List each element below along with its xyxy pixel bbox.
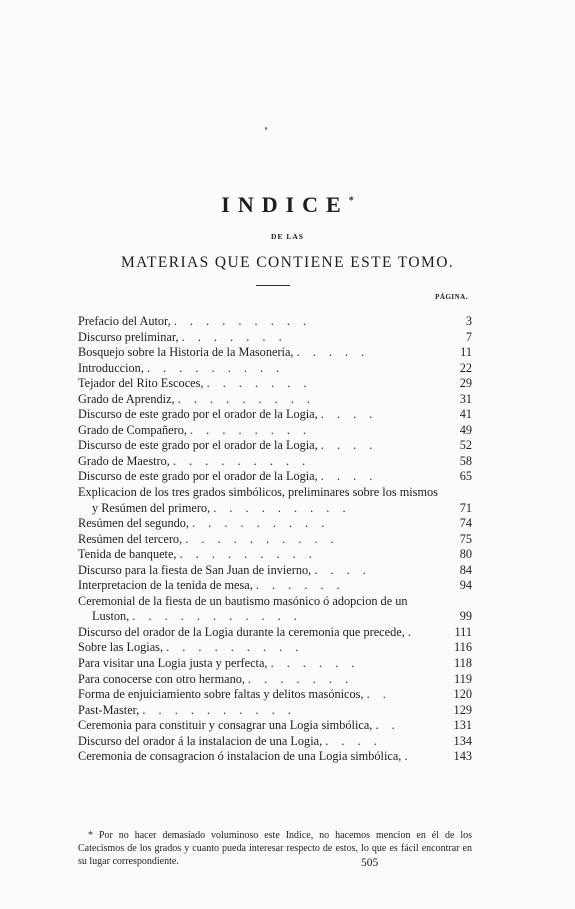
entry-page-number: 11 (460, 345, 472, 360)
entry-page-number: 99 (459, 609, 472, 624)
entry-page-number: 7 (465, 329, 472, 344)
entry-title (78, 547, 472, 563)
index-entry (78, 687, 472, 703)
entry-leader-dots: . . . . . . . . . . (142, 702, 296, 717)
index-entry (78, 625, 472, 641)
entry-leader-dots: . . . . . . . (206, 376, 312, 391)
index-entry (78, 547, 472, 563)
entry-title (78, 454, 472, 470)
entry-title-text: Discurso para la fiesta de San Juan de invierno, (78, 562, 312, 577)
index-entry (78, 361, 472, 377)
entry-page-number: 120 (453, 687, 472, 702)
entry-title (78, 578, 472, 594)
entry-title (78, 485, 472, 501)
entry-leader-dots: . . . . . . . . . . (185, 531, 339, 546)
index-entry (78, 749, 472, 765)
index-entry (78, 734, 472, 750)
entry-title (78, 640, 472, 656)
entry-title (78, 594, 472, 610)
entry-page-number: 131 (453, 718, 472, 733)
index-entry (78, 563, 472, 579)
entry-leader-dots: . . . . . . . . . (173, 314, 312, 328)
entry-page-number: 71 (459, 500, 472, 515)
index-entry (78, 516, 472, 532)
entry-leader-dots: . . (366, 687, 391, 702)
entry-page-number: 134 (453, 733, 472, 748)
index-title-text: INDICE (221, 192, 349, 217)
entry-title (78, 672, 472, 688)
entry-title (78, 469, 472, 485)
entry-leader-dots: . . . . (314, 562, 371, 577)
entry-title-text: Resúmen del segundo, (78, 516, 189, 531)
entry-page-number: 41 (459, 407, 472, 422)
entry-title (78, 314, 472, 330)
index-entry (78, 594, 472, 625)
entry-title-text: Ceremonia de consagracion ó instalacion de una Logia simbólica, (78, 749, 402, 764)
entry-leader-dots: . . . . . . (270, 656, 360, 671)
entry-title-text: Para visitar una Logia justa y perfecta, (78, 656, 268, 671)
entry-title-text: Past-Master, (78, 702, 140, 717)
entry-title (78, 625, 472, 641)
entry-title-text: Discurso de este grado por el orador de la Logia, (78, 438, 318, 453)
index-entries (78, 314, 472, 765)
entry-leader-dots: . . . . . . . . . (146, 360, 285, 375)
entry-title-text: Bosquejo sobre la Historia de la Masonería, (78, 345, 294, 360)
entry-page-number: 80 (459, 547, 472, 562)
entry-page-number: 74 (459, 516, 472, 531)
index-entry (78, 407, 472, 423)
entry-leader-dots: . . . . . (296, 345, 370, 360)
entry-page-number: 52 (459, 438, 472, 453)
entry-title-text: Discurso preliminar, (78, 329, 179, 344)
entry-title-text: Introduccion, (78, 360, 144, 375)
entry-leader-dots: . . . . . . . . . (192, 516, 330, 531)
entry-leader-dots: . . . . . . . . . (172, 453, 311, 468)
page-number: 505 (361, 857, 379, 869)
entry-title (78, 532, 472, 548)
entry-title-text: Tejador del Rito Escoces, (78, 376, 204, 391)
index-entry (78, 469, 472, 485)
entry-leader-dots: . . . . . . . . . (177, 391, 315, 406)
entry-title-text: Forma de enjuiciamiento sobre faltas y delitos masónicos, (78, 687, 364, 702)
title-footnote-mark: * (348, 195, 354, 207)
entry-title-text: Grado de Maestro, (78, 453, 170, 468)
entry-title-text: Grado de Compañero, (78, 422, 187, 437)
entry-title (78, 687, 472, 703)
entry-title (78, 749, 472, 765)
index-entry (78, 330, 472, 346)
entry-leader-dots: . . . . (325, 733, 382, 748)
entry-title (78, 423, 472, 439)
entry-title-line1: Ceremonial de la fiesta de un bautismo masónico ó adopcion de un (78, 593, 408, 608)
index-entry (78, 345, 472, 361)
entry-title (78, 656, 472, 672)
entry-title-line1: Explicacion de los tres grados simbólicos, preliminares sobre los mismos (78, 485, 438, 500)
entry-title-text: Prefacio del Autor, (78, 314, 171, 328)
index-entry (78, 532, 472, 548)
index-entry (78, 314, 472, 330)
entry-page-number: 58 (459, 453, 472, 468)
entry-page-number: 49 (459, 422, 472, 437)
entry-title (78, 438, 472, 454)
index-entry (78, 454, 472, 470)
entry-title-text: Para conocerse con otro hermano, (78, 671, 245, 686)
entry-title-text: Discurso de este grado por el orador de la Logia, (78, 469, 318, 484)
entry-title-text: Tenida de banquete, (78, 547, 177, 562)
divider-rule (256, 285, 290, 286)
entry-title-text: Interpretacion de la tenida de mesa, (78, 578, 253, 593)
index-entry (78, 703, 472, 719)
entry-leader-dots: . (404, 749, 413, 764)
entry-page-number: 118 (454, 656, 472, 671)
entry-leader-dots: . . . . . . . . . (179, 547, 317, 562)
entry-page-number: 75 (459, 531, 472, 546)
entry-title-continuation: y Resúmen del primero, (92, 500, 211, 515)
index-entry (78, 640, 472, 656)
entry-title (78, 734, 472, 750)
index-entry (78, 718, 472, 734)
entry-title (78, 330, 472, 346)
entry-page-number: 29 (459, 376, 472, 391)
index-entry (78, 423, 472, 439)
entry-title (78, 516, 472, 532)
entry-leader-dots: . . . . (320, 438, 378, 453)
entry-title (78, 718, 472, 734)
entry-page-number: 143 (453, 749, 472, 764)
entry-page-number: 129 (453, 702, 472, 717)
entry-leader-dots: . . . . (320, 469, 378, 484)
page-column-label: PÁGINA. (435, 293, 468, 301)
entry-title (78, 376, 472, 392)
index-entry (78, 392, 472, 408)
subtitle-main: MATERIAS QUE CONTIENE ESTE TOMO. (120, 254, 455, 271)
entry-title-continuation: Luston, (92, 609, 130, 624)
entry-leader-dots: . . . . . . . (248, 671, 354, 686)
footnote-text: Por no hacer demasiado voluminoso este Indice, no hacemos mencion en él de los Catecismos de los grados y cuanto pueda interesar respecto de estos, lo que es fácil encontrar en su lugar correspondiente. (78, 830, 472, 867)
ink-speck (265, 127, 267, 130)
index-entry (78, 578, 472, 594)
entry-page-number: 111 (454, 624, 472, 639)
entry-page-number: 84 (459, 562, 472, 577)
entry-page-number: 119 (454, 671, 472, 686)
entry-title-text: Discurso del orador de la Logia durante la ceremonia que precede, (78, 624, 405, 639)
entry-title-text: Discurso de este grado por el orador de la Logia, (78, 407, 318, 422)
index-entry (78, 656, 472, 672)
entry-title (78, 392, 472, 408)
footnote (78, 829, 472, 868)
index-entry (78, 376, 472, 392)
subtitle-small: DE LAS (271, 232, 304, 241)
entry-page-number: 116 (454, 640, 472, 655)
entry-leader-dots: . (407, 624, 416, 639)
entry-leader-dots: . . . . . . . . . (166, 640, 304, 655)
entry-leader-dots: . . (375, 718, 400, 733)
entry-title-line2 (78, 609, 472, 625)
entry-title-line2 (78, 501, 472, 517)
entry-title-text: Ceremonia para constituir y consagrar una Logia simbólica, (78, 718, 373, 733)
entry-page-number: 22 (459, 360, 472, 375)
entry-page-number: 65 (459, 469, 472, 484)
entry-title (78, 361, 472, 377)
entry-leader-dots: . . . . . . (255, 578, 345, 593)
index-entry (78, 438, 472, 454)
entry-title (78, 563, 472, 579)
entry-title (78, 345, 472, 361)
entry-title-text: Grado de Aprendiz, (78, 391, 175, 406)
entry-leader-dots: . . . . . . . . . . . (132, 609, 302, 624)
index-entry (78, 485, 472, 516)
entry-title (78, 407, 472, 423)
entry-leader-dots: . . . . . . . . (190, 422, 312, 437)
entry-page-number: 31 (459, 391, 472, 406)
entry-title-text: Discurso del orador á la instalacion de una Logia, (78, 733, 323, 748)
entry-leader-dots: . . . . . . . (181, 329, 287, 344)
entry-page-number: 94 (459, 578, 472, 593)
entry-leader-dots: . . . . (320, 407, 378, 422)
footnote-mark: * (88, 830, 93, 841)
entry-title (78, 703, 472, 719)
index-entry (78, 672, 472, 688)
index-title (0, 192, 575, 218)
entry-leader-dots: . . . . . . . . . (213, 500, 351, 515)
entry-title-text: Resúmen del tercero, (78, 531, 183, 546)
entry-title-text: Sobre las Logias, (78, 640, 164, 655)
entry-page-number: 3 (465, 314, 472, 328)
